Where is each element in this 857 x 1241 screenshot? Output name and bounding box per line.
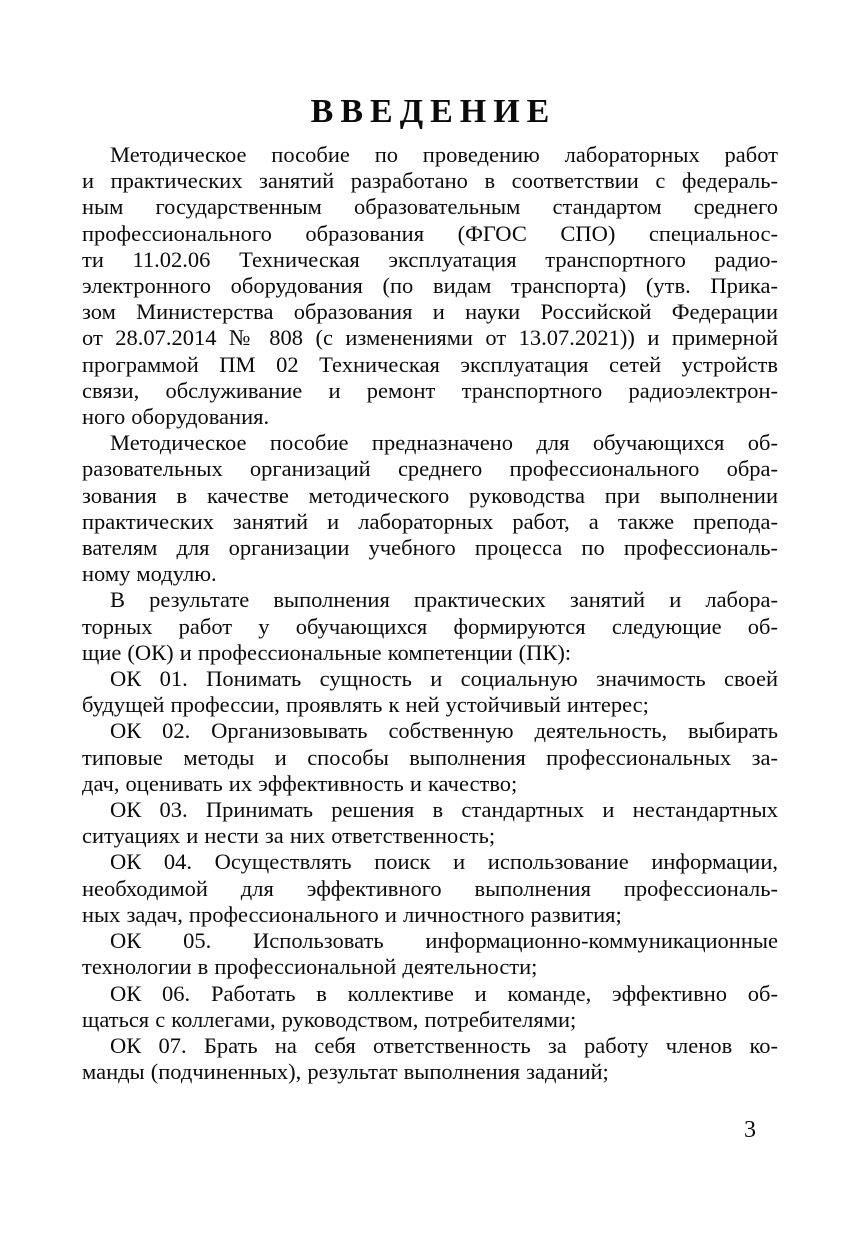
text-line: ситуациях и нести за них ответственность; bbox=[82, 823, 496, 849]
paragraph bbox=[82, 849, 778, 928]
text-line: щаться с коллегами, руководством, потребителями; bbox=[82, 1006, 577, 1032]
text-line: ного оборудования. bbox=[82, 404, 270, 430]
paragraph bbox=[82, 797, 778, 849]
text-line: дач, оценивать их эффективность и качество; bbox=[82, 770, 518, 796]
text-line: электронного оборудования (по видам транспорта) (утв. Прика- bbox=[82, 273, 778, 299]
paragraph bbox=[82, 430, 778, 587]
paragraph bbox=[82, 928, 778, 980]
text-line: программой ПМ 02 Техническая эксплуатация сетей устройств bbox=[82, 351, 778, 377]
text-line: щие (ОК) и профессиональные компетенции (ПК): bbox=[82, 639, 572, 665]
page-title: ВВЕДЕНИЕ bbox=[310, 93, 557, 130]
text-line: необходимой для эффективного выполнения профессиональ- bbox=[82, 875, 778, 901]
text-line: ОК 06. Работать в коллективе и команде, эффективно об- bbox=[110, 980, 778, 1006]
text-line: профессионального образования (ФГОС СПО) специальнос- bbox=[82, 220, 778, 246]
text-line: Методическое пособие по проведению лабораторных работ bbox=[110, 142, 778, 167]
text-line: ти 11.02.06 Техническая эксплуатация транспортного радио- bbox=[82, 246, 778, 272]
text-line: разовательных организаций среднего профессионального обра- bbox=[82, 456, 778, 482]
paragraph bbox=[82, 718, 778, 797]
text-line: манды (подчиненных), результат выполнения заданий; bbox=[82, 1059, 609, 1085]
text-line: ных задач, профессионального и личностного развития; bbox=[82, 901, 622, 927]
text-line: от 28.07.2014 № 808 (с изменениями от 13.07.2021)) и примерной bbox=[82, 325, 778, 351]
paragraph bbox=[82, 1033, 778, 1085]
text-line: будущей профессии, проявлять к ней устойчивый интерес; bbox=[82, 692, 649, 718]
text-line: и практических занятий разработано в соответствии с федераль- bbox=[82, 168, 778, 194]
text-line: связи, обслуживание и ремонт транспортного радиоэлектрон- bbox=[82, 377, 778, 403]
text-line: ному модулю. bbox=[82, 561, 217, 587]
text-line: ОК 03. Принимать решения в стандартных и нестандартных bbox=[110, 797, 778, 823]
text-line: технологии в профессиональной деятельности; bbox=[82, 954, 538, 980]
text-line: ОК 04. Осуществлять поиск и использование информации, bbox=[110, 849, 778, 875]
body-text bbox=[82, 142, 778, 1085]
text-line: зом Министерства образования и науки Российской Федерации bbox=[82, 299, 778, 325]
text-line: В результате выполнения практических занятий и лабора- bbox=[110, 587, 778, 613]
paragraph bbox=[82, 666, 778, 718]
text-line: ным государственным образовательным стандартом среднего bbox=[82, 194, 778, 220]
text-line: типовые методы и способы выполнения профессиональных за- bbox=[82, 744, 778, 770]
text-line: ОК 05. Использовать информационно-коммуникационные bbox=[110, 928, 778, 954]
text-line: вателям для организации учебного процесса по профессиональ- bbox=[82, 535, 778, 561]
text-column bbox=[82, 94, 778, 1085]
paragraph bbox=[82, 981, 778, 1033]
text-line: торных работ у обучающихся формируются следующие об- bbox=[82, 613, 778, 639]
paragraph bbox=[82, 587, 778, 666]
text-line: ОК 02. Организовывать собственную деятельность, выбирать bbox=[110, 718, 778, 744]
text-line: ОК 01. Понимать сущность и социальную значимость своей bbox=[110, 666, 778, 692]
text-line: практических занятий и лабораторных работ, а также препода- bbox=[82, 508, 778, 534]
text-line: зования в качестве методического руководства при выполнении bbox=[82, 482, 778, 508]
text-line: ОК 07. Брать на себя ответственность за работу членов ко- bbox=[110, 1032, 778, 1058]
page-number: 3 bbox=[744, 1117, 756, 1143]
paragraph bbox=[82, 142, 778, 430]
text-line: Методическое пособие предназначено для обучающихся об- bbox=[110, 430, 778, 456]
